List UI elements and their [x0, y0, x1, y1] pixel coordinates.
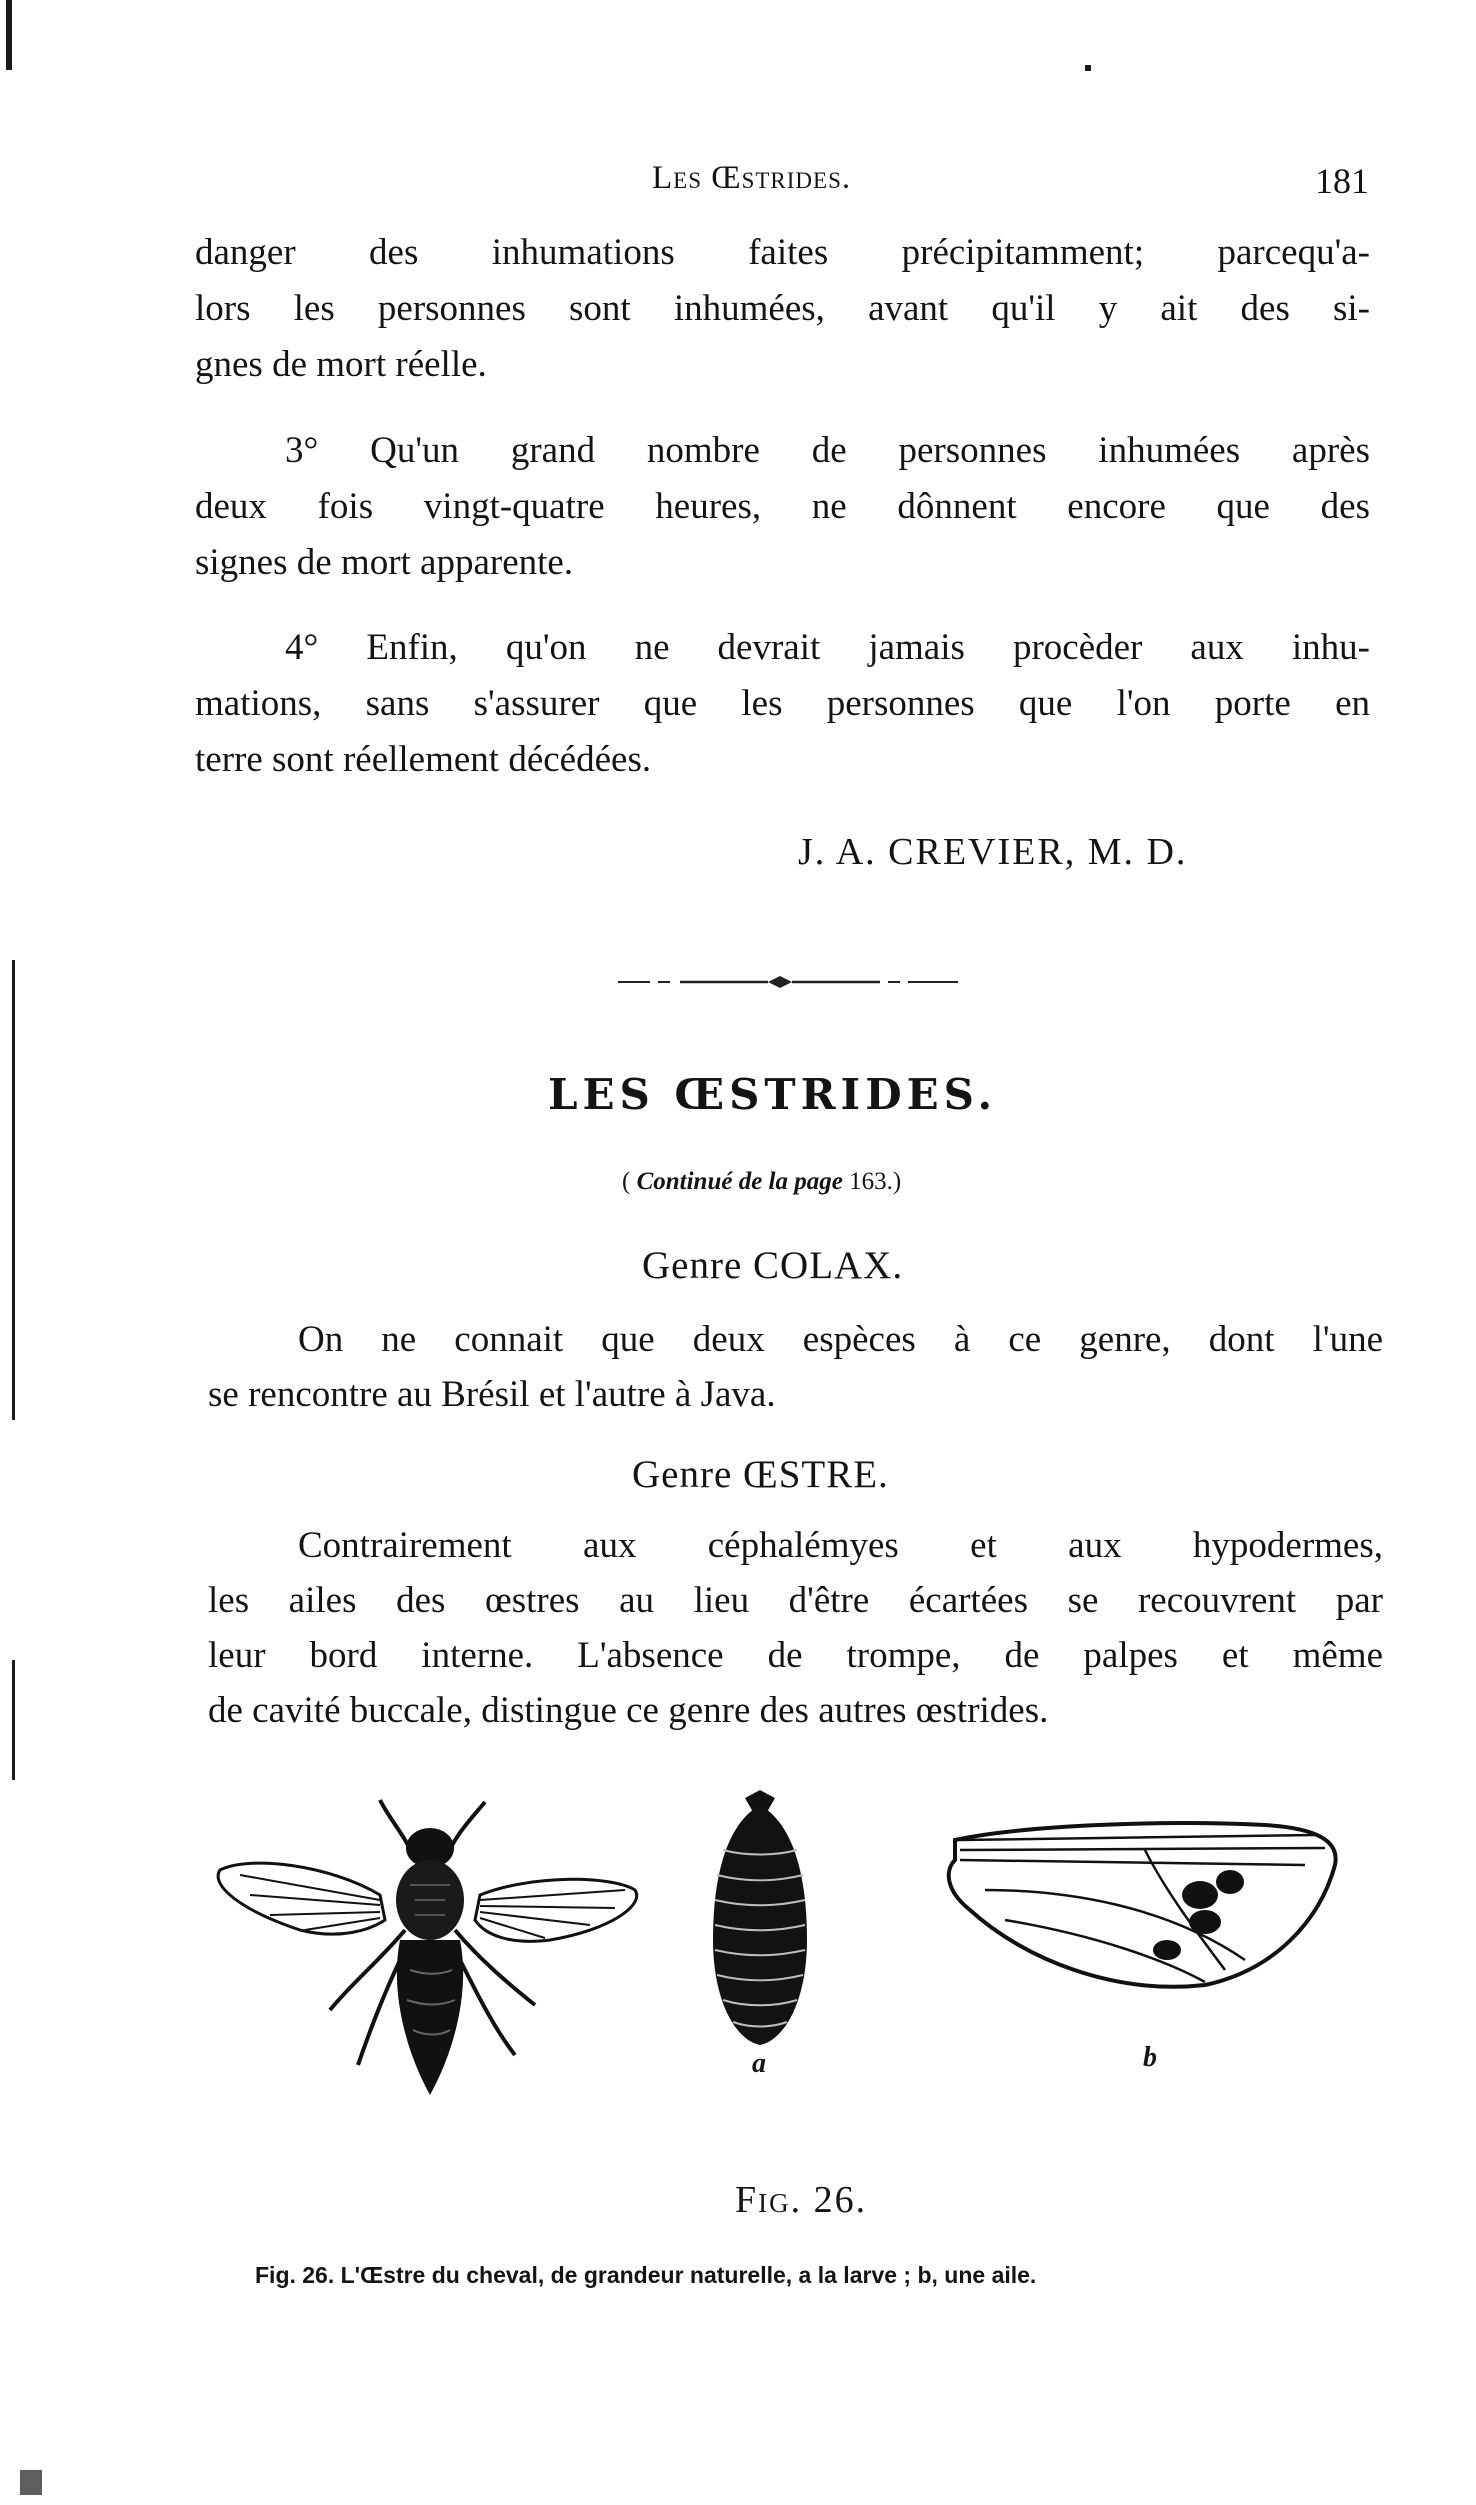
intro-paragraph — [195, 225, 1370, 393]
author-signature: J. A. CREVIER, M. D. — [798, 831, 1188, 873]
continued-rest: 163.) — [842, 1168, 902, 1195]
text-line: deux fois vingt-quatre heures, ne dônnent encore que des — [195, 486, 1370, 527]
genre-oestre-heading: Genre ŒSTRE. — [632, 1453, 889, 1496]
text-line: leur bord interne. L'absence de trompe, de palpes et même — [208, 1635, 1383, 1676]
point-3-paragraph — [195, 423, 1370, 591]
text-line: Contrairement aux céphalémyes et aux hypodermes, — [298, 1525, 1383, 1566]
wing-illustration — [945, 1810, 1345, 2000]
continued-open: ( — [622, 1168, 637, 1195]
text-line: de cavité buccale, distingue ce genre des autres œstrides. — [208, 1690, 1049, 1731]
genre-colax-heading: Genre COLAX. — [642, 1244, 904, 1287]
figure-caption: Fig. 26. L'Œstre du cheval, de grandeur naturelle, a la larve ; b, une aile. — [255, 2262, 1037, 2288]
fly-illustration — [210, 1790, 650, 2130]
scan-mark-left-bar-2 — [12, 1660, 15, 1780]
figure-letter-b: b — [1143, 2042, 1157, 2073]
continued-note — [622, 1168, 901, 1196]
ornamental-separator — [618, 972, 958, 992]
figure-number: Fig. 26. — [735, 2179, 868, 2221]
text-line: 3° Qu'un grand nombre de personnes inhumées après — [285, 430, 1370, 471]
scan-mark-left-top — [6, 0, 12, 70]
text-line: gnes de mort réelle. — [195, 344, 487, 385]
scan-mark-corner — [20, 2470, 42, 2495]
text-line: lors les personnes sont inhumées, avant qu'il y ait des si- — [195, 288, 1370, 329]
text-line: se rencontre au Brésil et l'autre à Java. — [208, 1374, 776, 1415]
text-line: On ne connait que deux espèces à ce genre, dont l'une — [298, 1319, 1383, 1360]
figure-letter-a: a — [752, 2048, 766, 2079]
text-line: mations, sans s'assurer que les personnes que l'on porte en — [195, 683, 1370, 724]
text-line: signes de mort apparente. — [195, 542, 574, 583]
continued-italic: Continué de la page — [636, 1168, 843, 1195]
point-4-paragraph — [195, 620, 1370, 788]
text-line: terre sont réellement décédées. — [195, 739, 652, 780]
text-line: 4° Enfin, qu'on ne devrait jamais procèder aux inhu- — [285, 627, 1370, 668]
section-title: LES ŒSTRIDES. — [548, 1070, 998, 1119]
text-line: les ailes des œstres au lieu d'être écartées se recouvrent par — [208, 1580, 1383, 1621]
genre-colax-paragraph — [208, 1312, 1383, 1422]
page-number: 181 — [1315, 161, 1369, 201]
larva-illustration — [705, 1790, 815, 2050]
text-line: danger des inhumations faites précipitamment; parcequ'a- — [195, 232, 1370, 273]
scan-mark-top-dot — [1085, 65, 1091, 71]
running-head: Les Œstrides. — [652, 160, 852, 196]
genre-oestre-paragraph — [208, 1518, 1383, 1738]
scan-mark-left-bar-1 — [12, 960, 15, 1420]
